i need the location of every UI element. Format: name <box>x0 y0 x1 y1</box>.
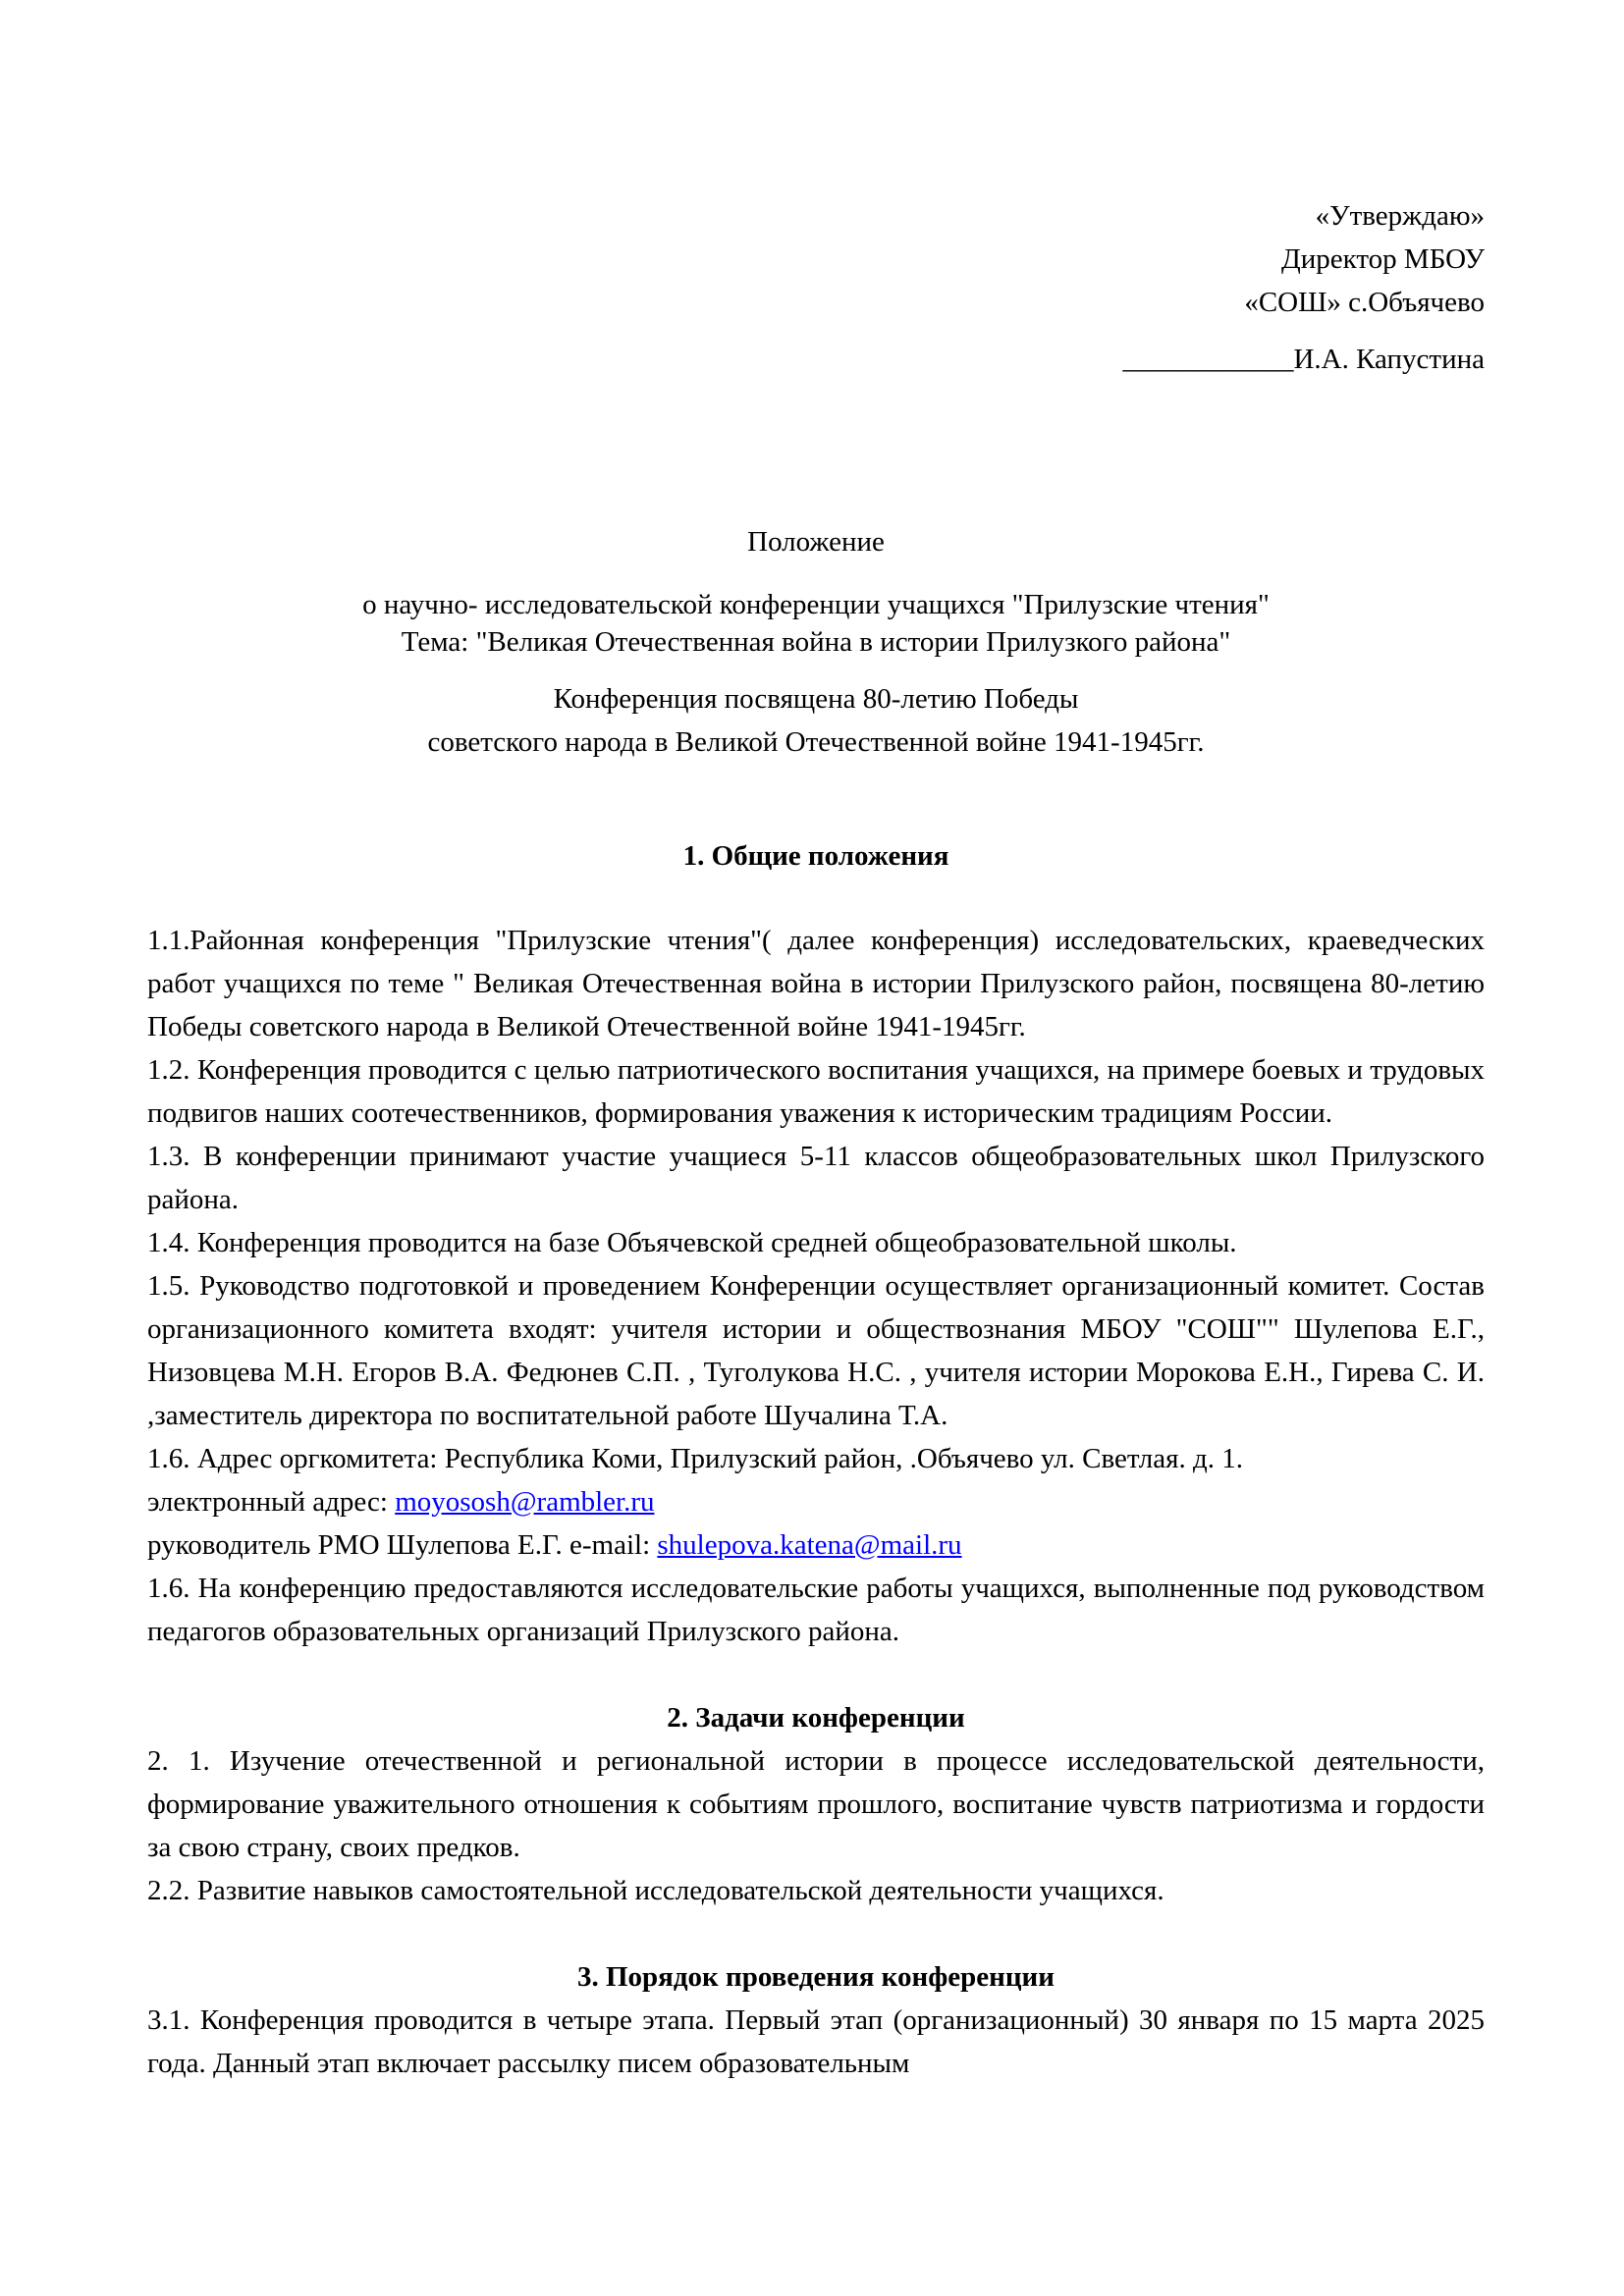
section-3-heading: 3. Порядок проведения конференции <box>577 1961 1055 1993</box>
section-1-heading-block <box>147 834 1485 878</box>
document-theme: Тема: "Великая Отечественная война в истории Прилузкого района" <box>401 626 1231 658</box>
email-line <box>147 1480 1485 1523</box>
paragraph-1-7: 1.6. На конференцию предоставляются исследовательские работы учащихся, выполненные под руководством педагогов образовательных организаций Прилузского района. <box>147 1573 1485 1647</box>
approval-signature: ____________И.А. Капустина <box>1122 344 1485 375</box>
dedication-line-2: советского народа в Великой Отечественной войне 1941-1945гг. <box>427 726 1205 758</box>
paragraph-3-1: 3.1. Конференция проводится в четыре этапа. Первый этап (организационный) 30 января по 15 марта 2025 года. Данный этап включает рассылку писем образовательным <box>147 2004 1485 2079</box>
leader-line <box>147 1523 1485 1567</box>
section-1-heading: 1. Общие положения <box>682 840 949 872</box>
paragraph-1-3: 1.3. В конференции принимают участие учащиеся 5-11 классов общеобразовательных школ Прилузского района. <box>147 1141 1485 1215</box>
paragraph-1-4: 1.4. Конференция проводится на базе Объячевской средней общеобразовательной школы. <box>147 1227 1237 1258</box>
document-title-block <box>147 520 1485 764</box>
leader-email-link[interactable]: shulepova.katena@mail.ru <box>657 1529 962 1561</box>
document-title: Положение <box>747 526 885 558</box>
paragraph-2-1: 2. 1. Изучение отечественной и региональной истории в процессе исследовательской деятельности, формирование уважительного отношения к событиям прошлого, воспитание чувств патриотизма и гордости за свою страну, своих предков. <box>147 1745 1485 1863</box>
email-link[interactable]: moyososh@rambler.ru <box>395 1486 655 1518</box>
paragraph-1-6: 1.6. Адрес оргкомитета: Республика Коми, Прилузский район, .Объячево ул. Светлая. д. 1. <box>147 1443 1243 1474</box>
approval-title: «Утверждаю» <box>1315 200 1485 232</box>
paragraph-1-5: 1.5. Руководство подготовкой и проведением Конференции осуществляет организационный комитет. Состав организационного комитета входят: учителя истории и обществознания МБОУ "СОШ"" Шулепова Е.Г., Низовцева М.Н. Егоров В.А. Федюнев С.П. , Туголукова Н.С. , учителя истории Морокова Е.Н., Гирева С. И. ,заместитель директора по воспитательной работе Шучалина Т.А. <box>147 1270 1485 1431</box>
section-2-heading: 2. Задачи конференции <box>667 1702 965 1734</box>
section-1-body <box>147 919 1485 2085</box>
approval-organization: «СОШ» с.Объячево <box>1244 287 1485 318</box>
leader-label: руководитель РМО Шулепова Е.Г. e-mail: <box>147 1529 658 1561</box>
paragraph-1-1: 1.1.Районная конференция "Прилузские чтения"( далее конференция) исследовательских, краеведческих работ учащихся по теме " Великая Отечественная война в истории Прилузского район, посвящена 80-летию Победы советского народа в Великой Отечественной войне 1941-1945гг. <box>147 925 1485 1042</box>
email-label: электронный адрес: <box>147 1486 396 1518</box>
approval-position: Директор МБОУ <box>1280 243 1485 275</box>
paragraph-2-2: 2.2. Развитие навыков самостоятельной исследовательской деятельности учащихся. <box>147 1875 1164 1906</box>
approval-block <box>1122 194 1485 381</box>
document-subtitle: о научно- исследовательской конференции учащихся "Прилузские чтения" <box>362 589 1270 620</box>
paragraph-1-2: 1.2. Конференция проводится с целью патриотического воспитания учащихся, на примере боевых и трудовых подвигов наших соотечественников, формирования уважения к историческим традициям России. <box>147 1054 1485 1129</box>
dedication-line-1: Конференция посвящена 80-летию Победы <box>553 683 1079 715</box>
